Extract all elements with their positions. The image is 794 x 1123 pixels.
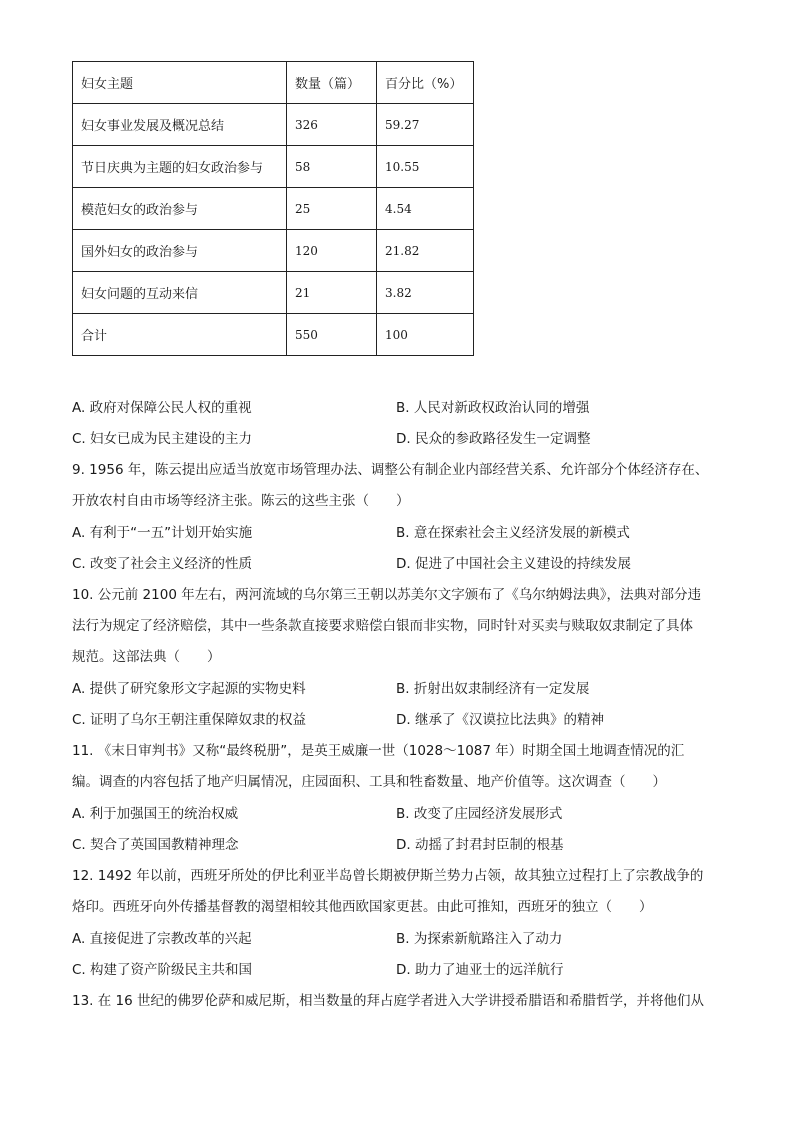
q11-stem-line: 编。调查的内容包括了地产归属情况，庄园面积、工具和牲畜数量、地产价值等。这次调查（ ） — [72, 774, 666, 790]
table-row — [73, 104, 474, 146]
table-cell: 21 — [287, 272, 377, 314]
table-total-row — [73, 314, 474, 356]
q12-option-d: D. 助力了迪亚士的远洋航行 — [396, 962, 564, 978]
table-header-cell: 百分比（%） — [377, 62, 474, 104]
table-row — [73, 188, 474, 230]
q11-option-b: B. 改变了庄园经济发展形式 — [396, 806, 563, 822]
q10-option-d: D. 继承了《汉谟拉比法典》的精神 — [396, 712, 604, 728]
q12-option-b: B. 为探索新航路注入了动力 — [396, 931, 563, 947]
q9-option-b: B. 意在探索社会主义经济发展的新模式 — [396, 525, 630, 541]
table-cell: 妇女事业发展及概况总结 — [73, 104, 287, 146]
q9-stem-line: 开放农村自由市场等经济主张。陈云的这些主张（ ） — [72, 493, 410, 509]
table-row — [73, 272, 474, 314]
table-cell: 59.27 — [377, 104, 474, 146]
table-cell: 326 — [287, 104, 377, 146]
q12-option-c: C. 构建了资产阶级民主共和国 — [72, 962, 253, 978]
table-cell: 妇女问题的互动来信 — [73, 272, 287, 314]
q10-option-b: B. 折射出奴隶制经济有一定发展 — [396, 681, 590, 697]
table-cell: 120 — [287, 230, 377, 272]
q9-option-c: C. 改变了社会主义经济的性质 — [72, 556, 253, 572]
q10-option-a: A. 提供了研究象形文字起源的实物史料 — [72, 681, 306, 697]
table-row — [73, 230, 474, 272]
table-cell: 58 — [287, 146, 377, 188]
q10-option-c: C. 证明了乌尔王朝注重保障奴隶的权益 — [72, 712, 307, 728]
table-cell: 21.82 — [377, 230, 474, 272]
table-cell: 550 — [287, 314, 377, 356]
q11-option-d: D. 动摇了封君封臣制的根基 — [396, 837, 564, 853]
table-cell: 节日庆典为主题的妇女政治参与 — [73, 146, 287, 188]
q8-option-d: D. 民众的参政路径发生一定调整 — [396, 431, 591, 447]
q8-option-b: B. 人民对新政权政治认同的增强 — [396, 400, 590, 416]
table-header-cell: 数量（篇） — [287, 62, 377, 104]
table-cell: 100 — [377, 314, 474, 356]
q11-option-c: C. 契合了英国国教精神理念 — [72, 837, 239, 853]
q10-stem-line: 10. 公元前 2100 年左右，两河流域的乌尔第三王朝以苏美尔文字颁布了《乌尔纳姆法典》，法典对部分违 — [72, 587, 701, 603]
table-cell: 25 — [287, 188, 377, 230]
table-cell: 合计 — [73, 314, 287, 356]
q9-option-d: D. 促进了中国社会主义建设的持续发展 — [396, 556, 631, 572]
q11-option-a: A. 利于加强国王的统治权威 — [72, 806, 239, 822]
q10-stem-line: 规范。这部法典（ ） — [72, 649, 221, 665]
q11-stem-line: 11. 《末日审判书》又称“最终税册”，是英王威廉一世（1028～1087 年）时期全国土地调查情况的汇 — [72, 743, 685, 759]
table-cell: 10.55 — [377, 146, 474, 188]
q8-option-a: A. 政府对保障公民人权的重视 — [72, 400, 252, 416]
q10-stem-line: 法行为规定了经济赔偿，其中一些条款直接要求赔偿白银而非实物，同时针对买卖与赎取奴隶制定了具体 — [72, 618, 693, 634]
women-topic-table — [72, 61, 474, 356]
table-cell: 模范妇女的政治参与 — [73, 188, 287, 230]
table-row — [73, 146, 474, 188]
q12-stem-line: 烙印。西班牙向外传播基督教的渴望相较其他西欧国家更甚。由此可推知，西班牙的独立（ ） — [72, 899, 653, 915]
table-header-row — [73, 62, 474, 104]
q12-stem-line: 12. 1492 年以前，西班牙所处的伊比利亚半岛曾长期被伊斯兰势力占领，故其独立过程打上了宗教战争的 — [72, 868, 704, 884]
q9-stem-line: 9. 1956 年，陈云提出应适当放宽市场管理办法、调整公有制企业内部经营关系、允许部分个体经济存在、 — [72, 462, 709, 478]
q8-option-c: C. 妇女已成为民主建设的主力 — [72, 431, 253, 447]
q13-stem-line: 13. 在 16 世纪的佛罗伦萨和威尼斯，相当数量的拜占庭学者进入大学讲授希腊语和希腊哲学，并将他们从 — [72, 993, 705, 1009]
q9-option-a: A. 有利于“一五”计划开始实施 — [72, 525, 253, 541]
table-cell: 3.82 — [377, 272, 474, 314]
table-cell: 4.54 — [377, 188, 474, 230]
table-cell: 国外妇女的政治参与 — [73, 230, 287, 272]
q12-option-a: A. 直接促进了宗教改革的兴起 — [72, 931, 252, 947]
table-header-cell: 妇女主题 — [73, 62, 287, 104]
